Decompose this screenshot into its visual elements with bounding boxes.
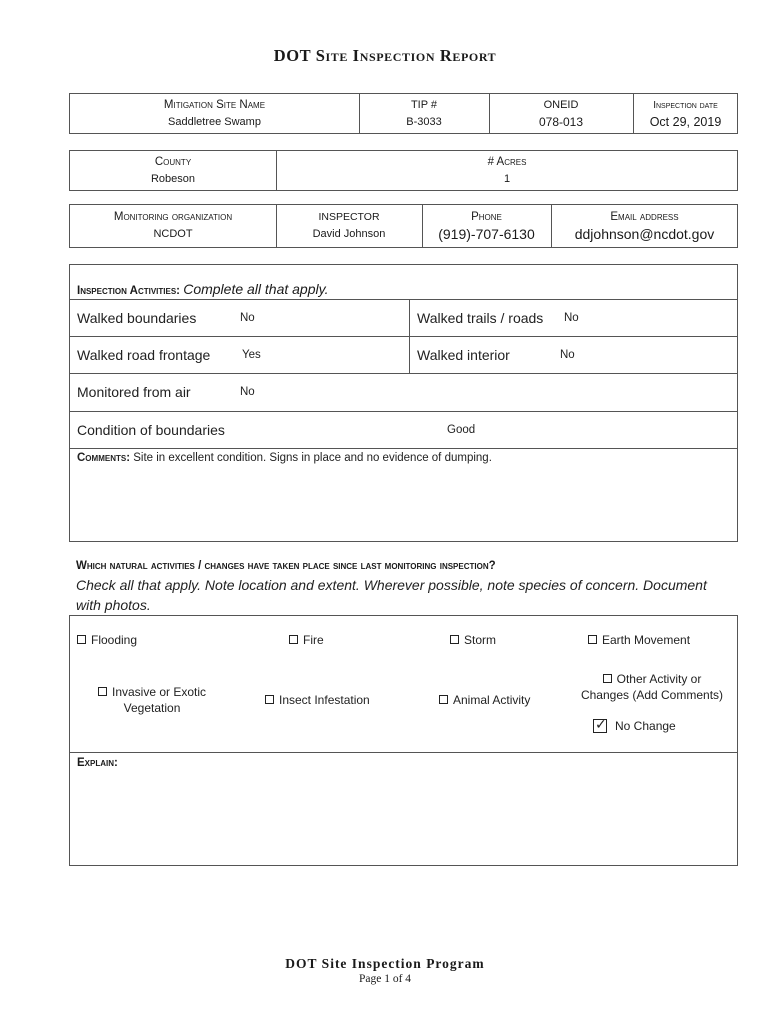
oneid-value: 078-013 bbox=[538, 114, 584, 129]
other-activity-label-line-2: Changes (Add Comments) bbox=[580, 688, 724, 702]
monitored-from-air-label: Monitored from air bbox=[77, 384, 191, 400]
inspector-label: INSPECTOR bbox=[318, 211, 380, 223]
report-title: DOT Site Inspection Report bbox=[273, 46, 497, 65]
footer-page-number: Page 1 of 4 bbox=[358, 973, 412, 985]
no-change-label: No Change bbox=[615, 719, 676, 733]
insect-infestation-checkbox[interactable] bbox=[265, 692, 370, 708]
fire-checkbox[interactable] bbox=[289, 632, 324, 648]
phone-value: (919)-707-6130 bbox=[438, 226, 535, 242]
animal-activity-checkbox[interactable] bbox=[439, 692, 530, 708]
tip-label: TIP # bbox=[410, 98, 438, 111]
inspection-activities-instruction: Complete all that apply. bbox=[183, 281, 329, 297]
monitored-from-air-value: No bbox=[240, 386, 255, 398]
animal-activity-label: Animal Activity bbox=[453, 693, 531, 707]
inspection-activities-table bbox=[69, 264, 738, 542]
email-label: Email address bbox=[610, 211, 679, 223]
inspector-value: David Johnson bbox=[312, 228, 386, 240]
inspection-date-value: Oct 29, 2019 bbox=[649, 114, 722, 129]
flooding-checkbox[interactable] bbox=[77, 632, 137, 648]
walked-road-frontage-value: Yes bbox=[242, 349, 261, 361]
earth-movement-checkbox-box bbox=[588, 635, 597, 644]
footer-program: DOT Site Inspection Program bbox=[285, 956, 485, 971]
walked-interior-value: No bbox=[560, 349, 575, 361]
flooding-checkbox-box bbox=[77, 635, 86, 644]
changes-table bbox=[69, 615, 738, 866]
comments-label: Comments: bbox=[77, 452, 131, 464]
storm-checkbox[interactable] bbox=[450, 632, 496, 648]
walked-trails-value: No bbox=[564, 312, 579, 324]
oneid-label: ONEID bbox=[543, 98, 579, 111]
header-row-county bbox=[69, 150, 738, 191]
no-change-checkbox[interactable] bbox=[593, 718, 676, 734]
other-activity-label-line-1: Other Activity or bbox=[616, 672, 702, 686]
monitoring-org-value: NCDOT bbox=[153, 228, 193, 240]
county-label: County bbox=[154, 155, 192, 168]
site-name-value: Saddletree Swamp bbox=[168, 115, 261, 128]
animal-activity-checkbox-box bbox=[439, 695, 448, 704]
storm-checkbox-box bbox=[450, 635, 459, 644]
other-activity-checkbox-box bbox=[603, 674, 612, 683]
invasive-label-line-2: Vegetation bbox=[123, 701, 181, 715]
storm-label: Storm bbox=[464, 633, 497, 647]
comments-value: Site in excellent condition. Signs in place and no evidence of dumping. bbox=[133, 452, 492, 464]
walked-trails-label: Walked trails / roads bbox=[417, 310, 544, 326]
comments-field bbox=[77, 452, 492, 464]
county-value: Robeson bbox=[150, 172, 196, 185]
fire-label: Fire bbox=[303, 633, 324, 647]
earth-movement-label: Earth Movement bbox=[602, 633, 691, 647]
explain-label: Explain: bbox=[77, 757, 118, 769]
changes-instruction-line-1: Check all that apply. Note location and extent. Wherever possible, note species of concern. Document bbox=[76, 577, 707, 593]
insect-infestation-label: Insect Infestation bbox=[279, 693, 370, 707]
tip-value: B-3033 bbox=[406, 115, 442, 128]
header-row-contact bbox=[69, 204, 738, 248]
walked-boundaries-label: Walked boundaries bbox=[77, 310, 197, 326]
earth-movement-checkbox[interactable] bbox=[588, 632, 690, 648]
walked-interior-label: Walked interior bbox=[417, 347, 510, 363]
changes-instruction-line-2: with photos. bbox=[76, 597, 151, 613]
other-activity-checkbox[interactable] bbox=[577, 671, 727, 703]
inspection-activities-heading: Inspection Activities: Complete all that apply. bbox=[77, 281, 329, 297]
no-change-checkbox-box bbox=[593, 719, 607, 733]
invasive-label-line-1: Invasive or Exotic bbox=[112, 685, 207, 699]
fire-checkbox-box bbox=[289, 635, 298, 644]
site-name-label: Mitigation Site Name bbox=[163, 98, 266, 111]
insect-infestation-checkbox-box bbox=[265, 695, 274, 704]
inspection-date-label: Inspection date bbox=[653, 99, 718, 111]
check-icon: ✓ bbox=[595, 717, 607, 733]
header-row-site bbox=[69, 93, 738, 134]
changes-heading: Which natural activities / changes have taken place since last monitoring inspection? bbox=[76, 560, 496, 572]
email-value: ddjohnson@ncdot.gov bbox=[574, 226, 715, 242]
monitoring-org-label: Monitoring organization bbox=[113, 211, 233, 223]
walked-boundaries-value: No bbox=[240, 312, 255, 324]
invasive-vegetation-checkbox-box bbox=[98, 687, 107, 696]
condition-of-boundaries-value: Good bbox=[447, 424, 476, 436]
flooding-label: Flooding bbox=[91, 633, 138, 647]
phone-label: Phone bbox=[471, 211, 502, 223]
acres-value: 1 bbox=[503, 172, 511, 185]
condition-of-boundaries-label: Condition of boundaries bbox=[77, 422, 225, 438]
invasive-vegetation-checkbox[interactable] bbox=[98, 684, 206, 716]
walked-road-frontage-label: Walked road frontage bbox=[77, 347, 211, 363]
acres-label: # Acres bbox=[487, 155, 527, 168]
